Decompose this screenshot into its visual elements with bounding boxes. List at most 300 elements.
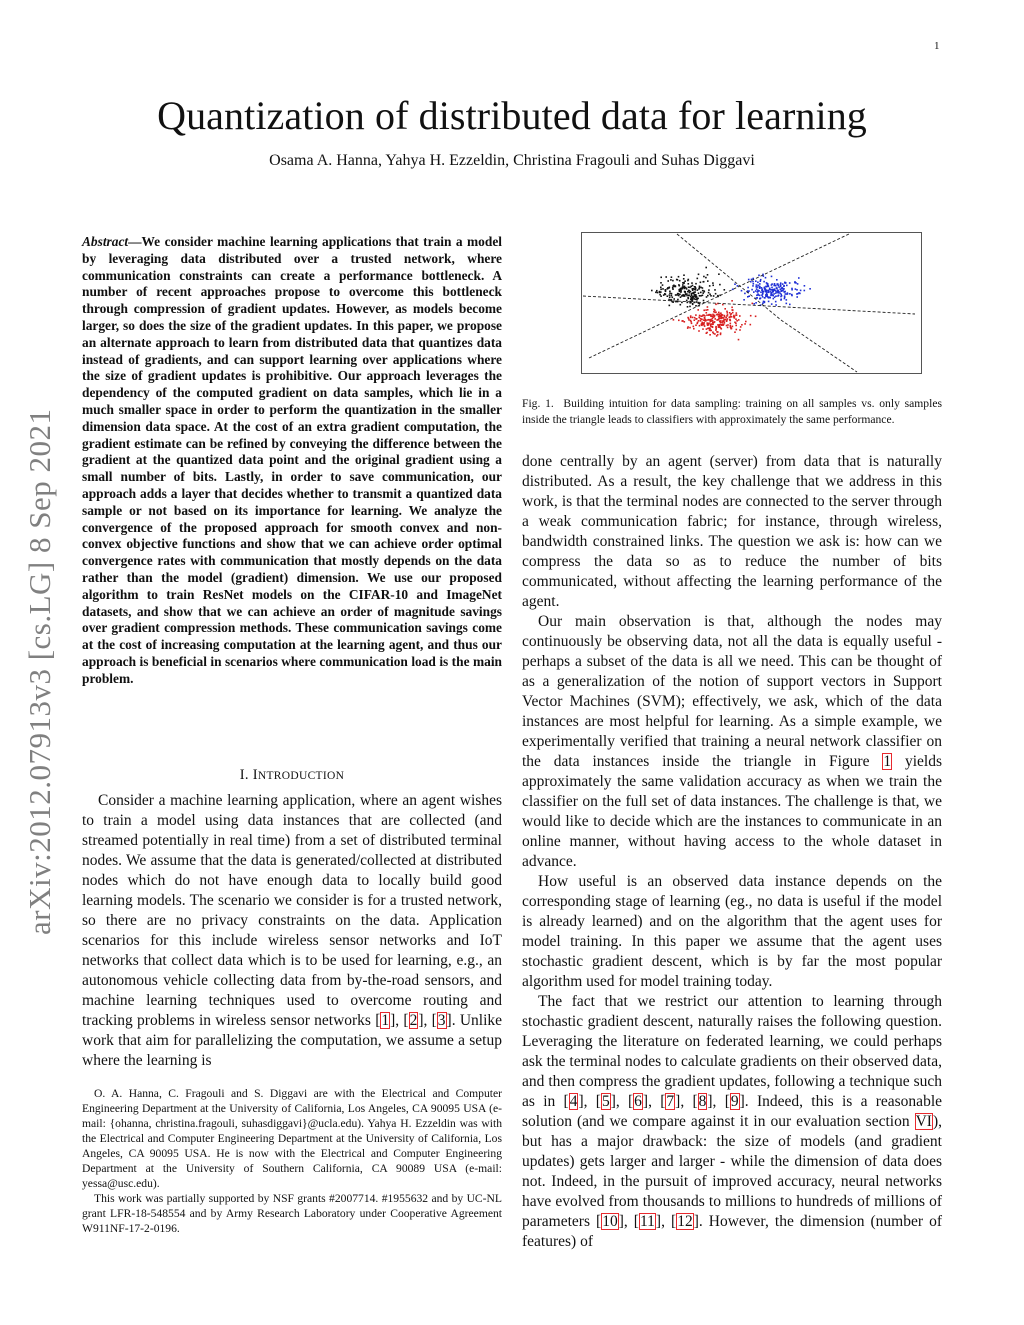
blue-point bbox=[761, 289, 763, 291]
black-point bbox=[695, 283, 697, 285]
black-point bbox=[669, 287, 671, 289]
section-numeral: I. bbox=[239, 767, 253, 783]
blue-point bbox=[764, 287, 766, 289]
red-point bbox=[693, 326, 695, 328]
red-point bbox=[714, 312, 716, 314]
red-point bbox=[755, 316, 757, 318]
blue-point bbox=[770, 295, 772, 297]
red-point bbox=[725, 319, 727, 321]
red-point bbox=[695, 314, 697, 316]
black-point bbox=[676, 294, 678, 296]
red-point bbox=[704, 315, 706, 317]
black-point bbox=[700, 292, 702, 294]
blue-point bbox=[748, 279, 750, 281]
black-point bbox=[662, 284, 664, 286]
red-point bbox=[678, 320, 680, 322]
black-point bbox=[708, 289, 710, 291]
blue-point bbox=[756, 295, 758, 297]
black-point bbox=[690, 298, 692, 300]
red-point bbox=[712, 323, 714, 325]
black-point bbox=[703, 290, 705, 292]
black-point bbox=[703, 281, 705, 283]
citation-link[interactable]: 5 bbox=[601, 1093, 610, 1110]
black-point bbox=[702, 287, 704, 289]
red-point bbox=[701, 319, 703, 321]
red-point bbox=[727, 324, 729, 326]
red-point bbox=[734, 317, 736, 319]
black-point bbox=[697, 278, 699, 280]
red-point bbox=[673, 319, 675, 321]
red-point bbox=[704, 320, 706, 322]
footnote-affiliations: O. A. Hanna, C. Fragouli and S. Diggavi are with the Electrical and Computer Engineering Department at the University of California, Los Angeles, CA 90095 USA (e-mail: {ohanna, christina.fragouli, suhasdiggavi}@ucla.edu). Yahya H. Ezzeldin was with the Electrical and Computer Engineering Department at the University of California, Los Angeles, CA 90095 USA. He is now with the Electrical and Computer Engineering Department at the University of Southern California, CA 90089 USA (e-mail: yessa@usc.edu). bbox=[82, 1087, 502, 1190]
blue-point bbox=[778, 295, 780, 297]
citation-link[interactable]: 1 bbox=[381, 1012, 390, 1029]
citation-link[interactable]: 9 bbox=[730, 1093, 739, 1110]
blue-point bbox=[775, 290, 777, 292]
paragraph-continued: done centrally by an agent (server) from data that is naturally distributed. As a result, the key challenge that we address in this work, is that the terminal nodes are connected to the server through a weak communication fabric; for instance, through wireless, bandwidth constrained links. The question we ask is: how can we compress the data so as to reduce the number of bits communicated, without affecting the learning performance of the agent. bbox=[522, 453, 942, 610]
blue-point bbox=[781, 295, 783, 297]
blue-point bbox=[784, 296, 786, 298]
arxiv-stamp[interactable]: arXiv:2012.07913v3 [cs.LG] 8 Sep 2021 bbox=[22, 408, 57, 935]
red-point bbox=[716, 319, 718, 321]
black-point bbox=[705, 277, 707, 279]
blue-point bbox=[775, 304, 777, 306]
blue-point bbox=[765, 277, 767, 279]
blue-point bbox=[769, 297, 771, 299]
caption-label: Fig. 1. bbox=[522, 397, 554, 410]
black-point bbox=[679, 285, 681, 287]
blue-point bbox=[795, 288, 797, 290]
blue-point bbox=[762, 296, 764, 298]
red-point bbox=[710, 315, 712, 317]
red-point bbox=[726, 311, 728, 313]
red-point bbox=[714, 318, 716, 320]
blue-point bbox=[765, 296, 767, 298]
abstract bbox=[82, 234, 502, 688]
red-point bbox=[698, 330, 700, 332]
blue-point bbox=[751, 289, 753, 291]
black-point bbox=[669, 305, 671, 307]
black-point bbox=[657, 292, 659, 294]
black-point bbox=[678, 295, 680, 297]
red-point bbox=[740, 326, 742, 328]
red-point bbox=[730, 320, 732, 322]
red-point bbox=[752, 303, 754, 305]
red-point bbox=[718, 314, 720, 316]
blue-point bbox=[780, 282, 782, 284]
blue-point bbox=[786, 303, 788, 305]
citation-link[interactable]: 7 bbox=[666, 1093, 675, 1110]
blue-point bbox=[789, 282, 791, 284]
blue-point bbox=[763, 281, 765, 283]
blue-point bbox=[748, 295, 750, 297]
paragraph-text: yields approximately the same validation accuracy as when we train the classifier on the full set of data instances. The challenge is that, we would like to decide which are the instances to communicate in an online manner, without having access to the whole dataset in advance. bbox=[522, 753, 942, 870]
black-point bbox=[656, 290, 658, 292]
black-point bbox=[688, 283, 690, 285]
red-point bbox=[706, 332, 708, 334]
black-point bbox=[699, 286, 701, 288]
blue-point bbox=[770, 291, 772, 293]
black-point bbox=[665, 294, 667, 296]
red-point bbox=[719, 318, 721, 320]
red-point bbox=[704, 317, 706, 319]
red-point bbox=[696, 323, 698, 325]
black-point bbox=[665, 290, 667, 292]
blue-point bbox=[809, 288, 811, 290]
black-point bbox=[703, 300, 705, 302]
red-point bbox=[715, 326, 717, 328]
intro-text-end: . Unlike work that aim for parallelizing the computation, we assume a setup where the learning is bbox=[82, 1012, 503, 1069]
citation-link[interactable]: 8 bbox=[698, 1093, 707, 1110]
black-point bbox=[698, 288, 700, 290]
right-column-text bbox=[522, 452, 942, 1252]
black-point bbox=[679, 280, 681, 282]
author-list: Osama A. Hanna, Yahya H. Ezzeldin, Christina Fragouli and Suhas Diggavi bbox=[269, 152, 755, 169]
citation-link[interactable]: 4 bbox=[569, 1093, 578, 1110]
black-point bbox=[669, 292, 671, 294]
blue-point bbox=[780, 284, 782, 286]
black-point bbox=[686, 300, 688, 302]
black-point bbox=[702, 295, 704, 297]
paragraph-text: . Indeed, this is a reasonable solution (and we compare against it in our evaluation section bbox=[522, 1093, 942, 1130]
red-point bbox=[717, 334, 719, 336]
black-point bbox=[660, 291, 662, 293]
red-point bbox=[731, 313, 733, 315]
black-point bbox=[700, 282, 702, 284]
red-point bbox=[739, 329, 741, 331]
red-point bbox=[730, 328, 732, 330]
red-point bbox=[734, 331, 736, 333]
black-point bbox=[698, 274, 700, 276]
black-point bbox=[669, 294, 671, 296]
blue-point bbox=[777, 290, 779, 292]
black-point bbox=[689, 306, 691, 308]
red-point bbox=[708, 319, 710, 321]
paragraph-text: ), but has a major drawback: the size of models (and gradient updates) gets larger and larger - while the dimension of data does not. Indeed, in the pursuit of improved accuracy, neural networks have evolved from thousands to millions to hundreds of millions of parameters bbox=[522, 1113, 942, 1230]
red-point bbox=[734, 322, 736, 324]
paragraph-text: Our main observation is that, although the nodes may continuously be observing data, not all the data is equally useful - perhaps a subset of the data is all we need. This can be thought of as a generalization of the notion of support vectors in Support Vector Machines (SVM); effectively, we ask, which of the data instances are most helpful for learning. As a simple example, we experimentally verified that training a neural network classifier on the data instances inside the triangle in Figure bbox=[522, 613, 942, 770]
black-point bbox=[708, 292, 710, 294]
red-point bbox=[726, 315, 728, 317]
blue-point bbox=[786, 299, 788, 301]
blue-point bbox=[798, 277, 800, 279]
blue-point bbox=[780, 294, 782, 296]
red-point bbox=[736, 329, 738, 331]
red-point bbox=[729, 316, 731, 318]
red-point bbox=[691, 323, 693, 325]
black-point bbox=[682, 284, 684, 286]
black-point bbox=[709, 294, 711, 296]
blue-point bbox=[778, 286, 780, 288]
blue-point bbox=[772, 290, 774, 292]
red-point bbox=[727, 318, 729, 320]
red-point bbox=[713, 322, 715, 324]
black-point bbox=[668, 299, 670, 301]
red-point bbox=[738, 339, 740, 341]
red-point bbox=[704, 325, 706, 327]
black-point bbox=[707, 280, 709, 282]
black-point bbox=[667, 287, 669, 289]
red-point bbox=[709, 330, 711, 332]
blue-point bbox=[752, 281, 754, 283]
blue-point bbox=[771, 276, 773, 278]
red-point bbox=[698, 317, 700, 319]
red-point bbox=[735, 318, 737, 320]
footnote-funding: This work was partially supported by NSF grants #2007714. #1955632 and by UC-NL grant LFR-18-548554 and by Army Research Laboratory under Cooperative Agreement W911NF-17-2-0196. bbox=[82, 1192, 502, 1235]
black-point bbox=[707, 274, 709, 276]
blue-point bbox=[765, 290, 767, 292]
black-point bbox=[687, 297, 689, 299]
black-point bbox=[687, 306, 689, 308]
black-point bbox=[662, 288, 664, 290]
red-point bbox=[690, 317, 692, 319]
red-point bbox=[732, 326, 734, 328]
black-point bbox=[692, 289, 694, 291]
black-point bbox=[680, 288, 682, 290]
red-point bbox=[720, 324, 722, 326]
black-point bbox=[655, 292, 657, 294]
black-point bbox=[685, 293, 687, 295]
blue-point bbox=[804, 285, 806, 287]
paper-title: Quantization of distributed data for learning bbox=[157, 93, 867, 138]
abstract-label: Abstract bbox=[82, 234, 129, 249]
citation-link[interactable]: 6 bbox=[634, 1093, 642, 1110]
blue-point bbox=[747, 287, 749, 289]
blue-point bbox=[796, 289, 798, 291]
blue-point bbox=[744, 293, 746, 295]
red-point bbox=[736, 314, 738, 316]
black-point bbox=[672, 301, 674, 303]
red-point bbox=[706, 319, 708, 321]
paragraph-sgd: The fact that we restrict our attention to learning through stochastic gradient descent, naturally raises the following question. Leveraging the literature on federated learning, we could perhaps ask the terminal nodes to calculate gradients on their observed data, and then compress the gradient updates, following a technique such as in [4], [5], [6], [7], [8], [9]. Indeed, this is a reasonable solution (and we compare against it in our evaluation section VI), but has a major drawback: the size of models (and gradient updates) gets larger and larger - while the dimension of data does not. Indeed, in the pursuit of improved accuracy, neural networks have evolved from thousands to millions to hundreds of millions of parameters [10], [11], [12]. However, the dimension (number of features) of bbox=[522, 993, 942, 1250]
blue-point bbox=[765, 286, 767, 288]
red-point bbox=[684, 321, 686, 323]
citation-link[interactable]: 11 bbox=[639, 1213, 655, 1230]
blue-point bbox=[753, 283, 755, 285]
blue-point bbox=[784, 282, 786, 284]
section-title-rest: NTRODUCTION bbox=[257, 770, 345, 782]
black-point bbox=[695, 299, 697, 301]
red-point bbox=[714, 333, 716, 335]
black-point bbox=[698, 293, 700, 295]
black-point bbox=[681, 302, 683, 304]
red-point bbox=[703, 322, 705, 324]
black-point bbox=[691, 282, 693, 284]
blue-point bbox=[755, 280, 757, 282]
figure-reference-link[interactable]: 1 bbox=[883, 753, 892, 770]
black-point bbox=[670, 299, 672, 301]
blue-point bbox=[750, 281, 752, 283]
blue-point bbox=[766, 291, 768, 293]
blue-point bbox=[777, 285, 779, 287]
black-point bbox=[718, 273, 720, 275]
red-point bbox=[690, 321, 692, 323]
red-point bbox=[700, 315, 702, 317]
black-point bbox=[671, 276, 673, 278]
red-point bbox=[681, 320, 683, 322]
red-point bbox=[724, 308, 726, 310]
blue-point bbox=[761, 287, 763, 289]
author-footnote bbox=[82, 1086, 502, 1236]
blue-point bbox=[755, 290, 757, 292]
blue-point bbox=[747, 296, 749, 298]
black-point bbox=[669, 291, 671, 293]
black-point bbox=[672, 280, 674, 282]
red-point bbox=[708, 327, 710, 329]
blue-point bbox=[804, 290, 806, 292]
citation-link[interactable]: 10 bbox=[602, 1213, 618, 1230]
blue-point bbox=[755, 302, 757, 304]
intro-text: Consider a machine learning application, where an agent wishes to train a model using data instances that are collected (and streamed potentially in real time) from a set of distributed terminal nodes. We assume that the data is generated/collected at distributed nodes which do not have enough data to locally build good learning models. The scenario we consider is for a trusted network, so there are no privacy constraints on the data. Application scenarios for this include wireless sensor networks and IoT networks that collect data which is to be used for learning, e.g., an autonomous vehicle collecting data from by-the-road sensors, and machine learning techniques used to overcome routing and tracking problems in wireless sensor networks bbox=[82, 792, 502, 1029]
black-point bbox=[709, 285, 711, 287]
blue-point bbox=[782, 283, 784, 285]
red-point bbox=[721, 315, 723, 317]
black-point bbox=[671, 295, 673, 297]
red-point bbox=[687, 327, 689, 329]
black-point bbox=[660, 295, 662, 297]
blue-point bbox=[781, 287, 783, 289]
blue-point bbox=[767, 283, 769, 285]
blue-point bbox=[768, 301, 770, 303]
blue-point bbox=[755, 286, 757, 288]
page-number: 1 bbox=[934, 40, 940, 52]
black-point bbox=[669, 296, 671, 298]
red-point bbox=[694, 319, 696, 321]
red-point bbox=[703, 310, 705, 312]
citation-link[interactable]: 12 bbox=[677, 1213, 693, 1230]
black-point bbox=[715, 293, 717, 295]
figure-1-scatter-plot bbox=[581, 232, 922, 374]
black-point bbox=[692, 288, 694, 290]
black-point bbox=[724, 289, 726, 291]
paragraph-main-observation bbox=[522, 612, 942, 872]
blue-point bbox=[771, 303, 773, 305]
red-point bbox=[711, 323, 713, 325]
blue-point bbox=[786, 285, 788, 287]
red-point bbox=[710, 320, 712, 322]
black-point bbox=[691, 295, 693, 297]
blue-point bbox=[776, 287, 778, 289]
blue-point bbox=[759, 286, 761, 288]
black-point bbox=[688, 286, 690, 288]
black-point bbox=[686, 295, 688, 297]
red-point bbox=[721, 322, 723, 324]
red-point bbox=[708, 314, 710, 316]
red-point bbox=[706, 328, 708, 330]
blue-point bbox=[756, 288, 758, 290]
red-point bbox=[718, 325, 720, 327]
black-point bbox=[672, 288, 674, 290]
red-point bbox=[692, 317, 694, 319]
blue-point bbox=[748, 290, 750, 292]
black-point bbox=[675, 294, 677, 296]
paragraph-usefulness: How useful is an observed data instance depends on the corresponding stage of learning (eg., no data is useful if the model is already learned) and on the algorithm that the agent uses for model training. In this paper we assume that the agent uses stochastic gradient descent, which is by far the most popular algorithm used for model training today. bbox=[522, 873, 942, 990]
red-point bbox=[706, 314, 708, 316]
red-point bbox=[715, 304, 717, 306]
red-point bbox=[721, 328, 723, 330]
black-point bbox=[660, 282, 662, 284]
blue-point bbox=[773, 293, 775, 295]
blue-point bbox=[780, 299, 782, 301]
red-point bbox=[720, 321, 722, 323]
black-point bbox=[700, 295, 702, 297]
black-point bbox=[673, 286, 675, 288]
red-point bbox=[724, 316, 726, 318]
black-point bbox=[671, 293, 673, 295]
black-point bbox=[667, 280, 669, 282]
blue-point bbox=[776, 279, 778, 281]
red-point bbox=[689, 327, 691, 329]
blue-point bbox=[743, 299, 745, 301]
red-point bbox=[699, 315, 701, 317]
blue-point bbox=[760, 279, 762, 281]
red-point bbox=[713, 314, 715, 316]
blue-point bbox=[798, 292, 800, 294]
black-point bbox=[702, 292, 704, 294]
black-point bbox=[672, 297, 674, 299]
black-point bbox=[719, 284, 721, 286]
red-point bbox=[707, 324, 709, 326]
blue-point bbox=[775, 295, 777, 297]
red-point bbox=[733, 315, 735, 317]
blue-point bbox=[796, 296, 798, 298]
citation-link[interactable]: 3 bbox=[437, 1012, 446, 1029]
black-point bbox=[712, 282, 714, 284]
blue-point bbox=[762, 292, 764, 294]
blue-point bbox=[766, 293, 768, 295]
black-point bbox=[689, 290, 691, 292]
blue-point bbox=[770, 289, 772, 291]
red-point bbox=[698, 320, 700, 322]
blue-point bbox=[753, 291, 755, 293]
red-point bbox=[727, 312, 729, 314]
blue-point bbox=[766, 294, 768, 296]
red-point bbox=[744, 323, 746, 325]
black-point bbox=[659, 294, 661, 296]
red-point bbox=[688, 319, 690, 321]
red-point bbox=[717, 331, 719, 333]
blue-point bbox=[757, 285, 759, 287]
red-point bbox=[722, 320, 724, 322]
blue-point bbox=[759, 295, 761, 297]
black-point bbox=[703, 276, 705, 278]
blue-point bbox=[757, 282, 759, 284]
red-point bbox=[731, 300, 733, 302]
citation-link[interactable]: 2 bbox=[409, 1012, 418, 1029]
abstract-text: —We consider machine learning applications that train a model by leveraging data distributed over a trusted network, where communication constraints can create a performance bottleneck. A number of recent approaches propose to overcome this bottleneck through compression of gradient updates. However, as models become larger, so does the size of the gradient updates. In this paper, we propose an alternate approach to learn from distributed data that quantizes data instead of gradients, and can support learning over applications where the size of gradient updates is prohibitive. Our approach leverages the dependency of the computed gradient on data samples, which lie in a much smaller space in order to perform the quantization in the smaller dimension data space. At the cost of an extra gradient computation, the gradient estimate can be refined by conveying the difference between the gradient at the quantized data point and the original gradient using a small number of bits. Lastly, in order to save communication, our approach adds a layer that decides whether to transmit a quantized data sample or not based on its importance for learning. We analyze the convergence of the proposed approach for smooth convex and non-convex objective functions and show that we can achieve order optimal convergence rates with communication that mostly depends on the data rather than the model (gradient) dimension. We use our proposed algorithm to train ResNet models on the CIFAR-10 and ImageNet datasets, and show that we can achieve an order of magnitude savings over gradient compression methods. These communication savings come at the cost of increasing computation at the learning agent, and thus our approach is beneficial in scenarios where communication load is the main problem. bbox=[82, 234, 502, 686]
black-point bbox=[714, 289, 716, 291]
black-point bbox=[697, 298, 699, 300]
red-point bbox=[713, 309, 715, 311]
blue-point bbox=[794, 281, 796, 283]
red-point bbox=[739, 315, 741, 317]
red-point bbox=[695, 324, 697, 326]
section-first-letter: I bbox=[252, 767, 258, 783]
intro-paragraph: Consider a machine learning application, where an agent wishes to train a model using data instances that are collected (and streamed potentially in real time) from a set of distributed terminal nodes. We assume that the data is generated/collected at distributed nodes which do not have enough data to locally build good learning models. The scenario we consider is for a trusted network, so there are no privacy constraints on the data. Application scenarios for this include wireless sensor networks and IoT networks that collect data which is to be used for learning, e.g., an autonomous vehicle collecting data from by-the-road sensors, and machine learning techniques used to overcome routing and tracking problems in wireless sensor networks [1], [2], [3]. Unlike work that aim for parallelizing the computation, we assume a setup where the learning is bbox=[82, 792, 503, 1069]
black-point bbox=[689, 292, 691, 294]
red-point bbox=[725, 317, 727, 319]
black-point bbox=[712, 285, 714, 287]
blue-point bbox=[752, 285, 754, 287]
blue-point bbox=[791, 288, 793, 290]
black-point bbox=[694, 292, 696, 294]
black-point bbox=[665, 276, 667, 278]
section-reference-link[interactable]: VI bbox=[915, 1113, 932, 1130]
blue-point bbox=[768, 291, 770, 293]
red-point bbox=[727, 327, 729, 329]
blue-point bbox=[768, 286, 770, 288]
blue-point bbox=[780, 286, 782, 288]
